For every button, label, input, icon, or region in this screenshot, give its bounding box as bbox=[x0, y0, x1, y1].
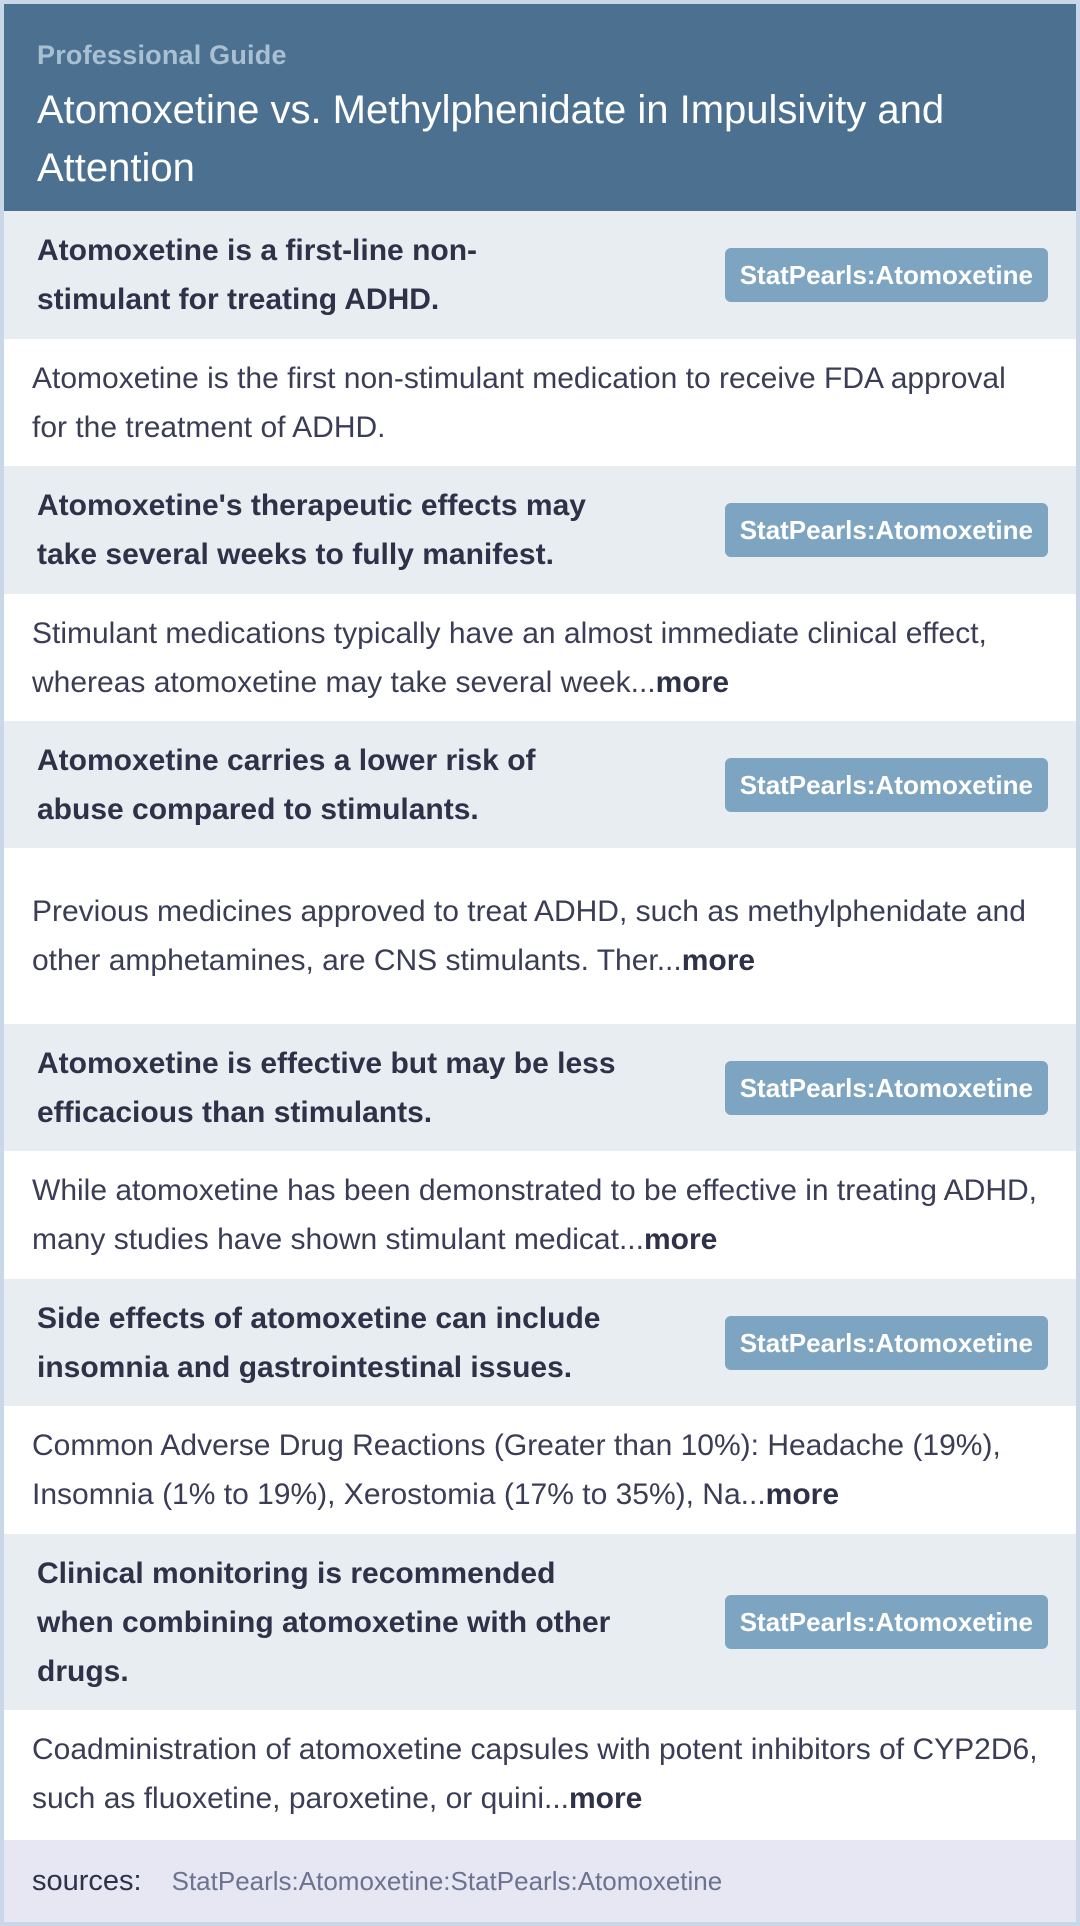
detail-text bbox=[32, 1725, 1048, 1823]
more-link[interactable]: more bbox=[655, 665, 729, 699]
claim-row bbox=[4, 1534, 1076, 1710]
detail-text bbox=[32, 1421, 1048, 1519]
claim-row bbox=[4, 466, 1076, 594]
source-link[interactable]: StatPearls:Atomoxetine:StatPearls:Atomoxetine bbox=[171, 1865, 723, 1896]
more-link[interactable]: more bbox=[568, 1781, 643, 1815]
claim-row bbox=[4, 721, 1076, 848]
claim-text: Atomoxetine is a first-line non-stimulant for treating ADHD. bbox=[37, 234, 478, 316]
detail-row bbox=[4, 594, 1076, 721]
detail-snippet: Common Adverse Drug Reactions (Greater than 10%): Headache (19%), Insomnia (1% to 19%), Xerostomia (17% to 35%), Na... bbox=[32, 1429, 1001, 1511]
detail-row bbox=[4, 339, 1076, 466]
source-tag[interactable]: StatPearls:Atomoxetine bbox=[725, 503, 1048, 557]
more-link[interactable]: more bbox=[643, 1223, 718, 1256]
source-tag[interactable]: StatPearls:Atomoxetine bbox=[725, 1061, 1048, 1115]
detail-snippet: Coadministration of atomoxetine capsules with potent inhibitors of CYP2D6, such as fluoxetine, paroxetine, or quini... bbox=[32, 1732, 1038, 1815]
detail-row bbox=[4, 1710, 1076, 1837]
detail-text bbox=[32, 1166, 1048, 1264]
claim-text: Atomoxetine's therapeutic effects may take several weeks to fully manifest. bbox=[37, 489, 586, 571]
more-link[interactable]: more bbox=[681, 944, 756, 977]
detail-row bbox=[4, 1151, 1076, 1279]
detail-row bbox=[4, 1406, 1076, 1534]
detail-snippet: Atomoxetine is the first non-stimulant medication to receive FDA approval for the treatment of ADHD. bbox=[32, 361, 1006, 444]
more-link[interactable]: more bbox=[765, 1478, 840, 1511]
detail-row bbox=[4, 848, 1076, 1024]
detail-text bbox=[32, 609, 1048, 707]
claim-text: Clinical monitoring is recommended when combining atomoxetine with other drugs. bbox=[37, 1556, 611, 1688]
source-tag[interactable]: StatPearls:Atomoxetine bbox=[725, 758, 1048, 812]
claim-row bbox=[4, 211, 1076, 339]
claim-row bbox=[4, 1024, 1076, 1151]
detail-snippet: Stimulant medications typically have an almost immediate clinical effect, whereas atomoxetine may take several week... bbox=[32, 616, 987, 699]
detail-snippet: While atomoxetine has been demonstrated to be effective in treating ADHD, many studies have shown stimulant medicat... bbox=[32, 1174, 1038, 1256]
claim-text: Side effects of atomoxetine can include insomnia and gastrointestinal issues. bbox=[37, 1301, 601, 1384]
guide-eyebrow: Professional Guide bbox=[37, 40, 287, 70]
guide-header bbox=[4, 4, 1076, 211]
source-tag[interactable]: StatPearls:Atomoxetine bbox=[725, 1595, 1048, 1649]
claim-text: Atomoxetine is effective but may be less efficacious than stimulants. bbox=[37, 1046, 616, 1129]
guide-title: Atomoxetine vs. Methylphenidate in Impulsivity and Attention bbox=[37, 88, 945, 190]
detail-text bbox=[32, 354, 1048, 452]
source-tag[interactable]: StatPearls:Atomoxetine bbox=[725, 1316, 1048, 1370]
claim-row bbox=[4, 1279, 1076, 1406]
claim-text: Atomoxetine carries a lower risk of abuse compared to stimulants. bbox=[37, 743, 536, 826]
source-tag[interactable]: StatPearls:Atomoxetine bbox=[725, 248, 1048, 302]
sources-label: sources: bbox=[32, 1864, 142, 1897]
detail-text bbox=[32, 887, 1048, 985]
sources-footer bbox=[4, 1840, 1076, 1922]
detail-snippet: Previous medicines approved to treat ADHD, such as methylphenidate and other amphetamines, are CNS stimulants. Ther... bbox=[32, 895, 1026, 977]
